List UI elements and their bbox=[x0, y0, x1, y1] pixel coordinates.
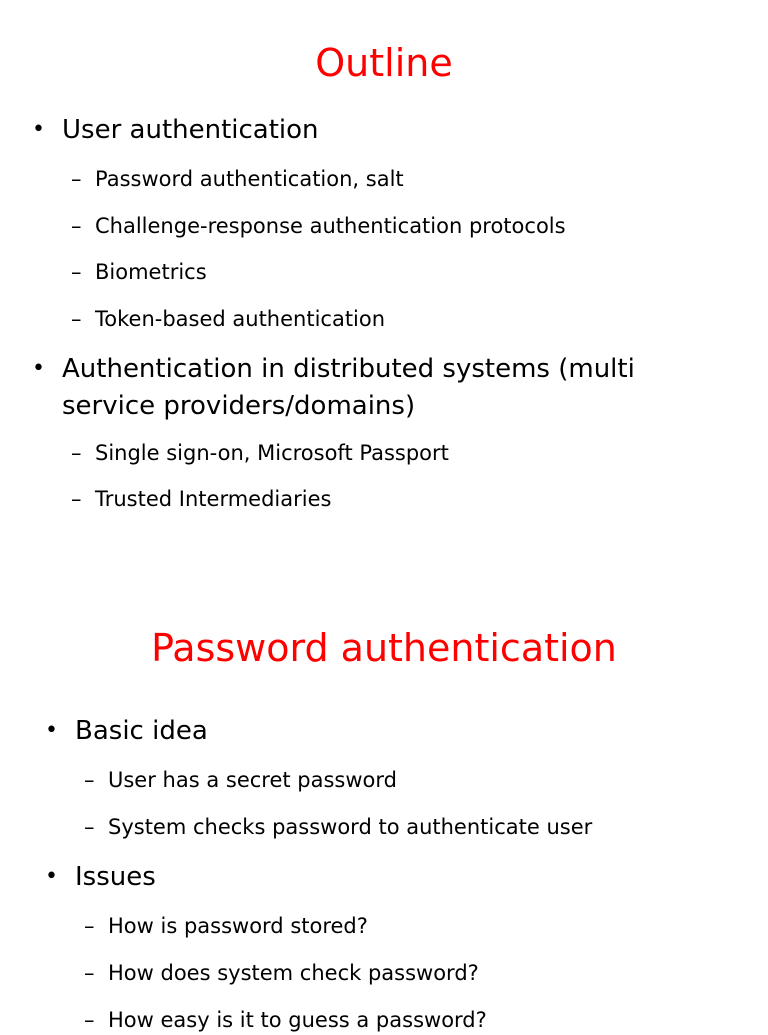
sub-item bbox=[84, 911, 368, 941]
dash-icon: – bbox=[71, 214, 82, 238]
dash-icon: – bbox=[84, 1008, 95, 1032]
dash-icon: – bbox=[71, 441, 82, 465]
sub-item bbox=[84, 812, 593, 842]
sub-item-text: How easy is it to guess a password? bbox=[108, 1008, 487, 1032]
slide-password-authentication bbox=[0, 585, 768, 1032]
slide-title: Outline bbox=[315, 41, 453, 85]
sub-item bbox=[71, 304, 386, 334]
sub-item bbox=[71, 257, 207, 287]
bullet-text: User authentication bbox=[62, 115, 319, 145]
sub-item-text: Single sign-on, Microsoft Passport bbox=[95, 441, 449, 465]
bullet-icon: • bbox=[45, 864, 58, 889]
bullet-text: Issues bbox=[75, 862, 156, 892]
slide-title: Password authentication bbox=[151, 626, 617, 670]
dash-icon: – bbox=[84, 961, 95, 985]
bullet-item bbox=[45, 713, 208, 749]
dash-icon: – bbox=[84, 768, 95, 792]
sub-item-text: Challenge-response authentication protocols bbox=[95, 214, 566, 238]
dash-icon: – bbox=[71, 487, 82, 511]
sub-item-text: User has a secret password bbox=[108, 768, 397, 792]
dash-icon: – bbox=[71, 307, 82, 331]
sub-item-text: Trusted Intermediaries bbox=[95, 487, 332, 511]
sub-item-text: Biometrics bbox=[95, 260, 207, 284]
sub-item bbox=[71, 211, 566, 241]
dash-icon: – bbox=[71, 260, 82, 284]
dash-icon: – bbox=[71, 167, 82, 191]
bullet-item bbox=[45, 859, 156, 895]
sub-item bbox=[71, 164, 404, 194]
sub-item bbox=[84, 765, 397, 795]
bullet-icon: • bbox=[32, 356, 45, 381]
sub-item bbox=[84, 1005, 487, 1035]
sub-item bbox=[71, 438, 449, 468]
bullet-text-line-1: Authentication in distributed systems (multi bbox=[62, 354, 635, 384]
sub-item-text: How is password stored? bbox=[108, 914, 368, 938]
sub-item bbox=[71, 484, 332, 514]
bullet-item bbox=[32, 112, 319, 148]
sub-item-text: Password authentication, salt bbox=[95, 167, 404, 191]
bullet-icon: • bbox=[45, 718, 58, 743]
bullet-text-line-2: service providers/domains) bbox=[62, 391, 416, 421]
sub-item-text: How does system check password? bbox=[108, 961, 479, 985]
bullet-item bbox=[32, 351, 635, 387]
dash-icon: – bbox=[84, 815, 95, 839]
dash-icon: – bbox=[84, 914, 95, 938]
bullet-item-continuation bbox=[62, 388, 415, 424]
sub-item-text: Token-based authentication bbox=[95, 307, 386, 331]
sub-item bbox=[84, 958, 479, 988]
bullet-text: Basic idea bbox=[75, 716, 208, 746]
bullet-icon: • bbox=[32, 117, 45, 142]
sub-item-text: System checks password to authenticate user bbox=[108, 815, 593, 839]
